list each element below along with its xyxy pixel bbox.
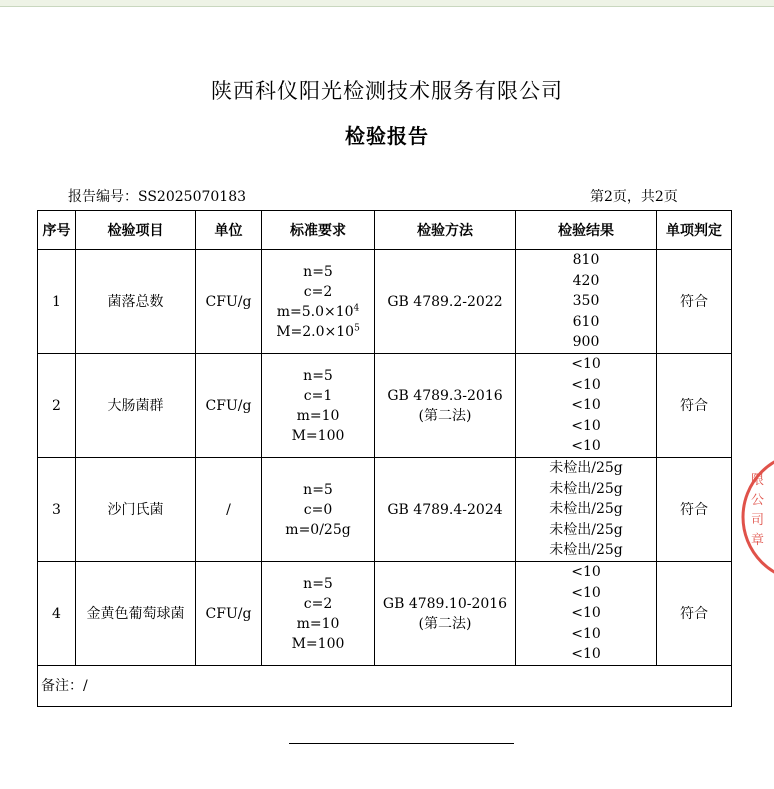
standard-line: n=5 bbox=[303, 367, 333, 384]
result-value: 未检出/25g bbox=[549, 460, 623, 477]
standard-requirement bbox=[262, 458, 375, 562]
verdict: 符合 bbox=[657, 458, 732, 562]
standard-line: c=2 bbox=[303, 595, 333, 612]
seal-character: 限 bbox=[751, 473, 765, 488]
col-header-no: 序号 bbox=[38, 211, 76, 250]
seal-character: 章 bbox=[751, 533, 765, 548]
row-number: 3 bbox=[38, 458, 76, 562]
seal-character: 公 bbox=[751, 493, 765, 508]
result-value: 900 bbox=[572, 334, 600, 351]
result-value: <10 bbox=[571, 397, 601, 414]
result-value: <10 bbox=[571, 417, 601, 434]
result-value: 未检出/25g bbox=[549, 542, 623, 559]
table-row bbox=[38, 458, 732, 562]
table-row bbox=[38, 562, 732, 666]
standard-value: M=2.0×10 bbox=[276, 323, 355, 340]
standard-line: M=100 bbox=[291, 427, 345, 444]
test-item: 金黄色葡萄球菌 bbox=[76, 562, 196, 666]
col-header-method: 检验方法 bbox=[375, 211, 516, 250]
test-method bbox=[375, 354, 516, 458]
row-number: 2 bbox=[38, 354, 76, 458]
remarks: 备注：/ bbox=[38, 666, 732, 707]
standard-line: c=1 bbox=[303, 387, 333, 404]
standard-line: n=5 bbox=[303, 481, 333, 498]
table-header-row bbox=[38, 211, 732, 250]
result-value: <10 bbox=[571, 625, 601, 642]
col-header-item: 检验项目 bbox=[76, 211, 196, 250]
test-method bbox=[375, 250, 516, 354]
standard-line: n=5 bbox=[303, 263, 333, 280]
method-line: GB 4789.10-2016 bbox=[382, 595, 508, 612]
row-number: 4 bbox=[38, 562, 76, 666]
standard-value: m=5.0×10 bbox=[276, 303, 354, 320]
standard-exponent: 5 bbox=[354, 322, 360, 333]
result-value: 未检出/25g bbox=[549, 501, 623, 518]
verdict: 符合 bbox=[657, 562, 732, 666]
standard-line: m=0/25g bbox=[285, 521, 351, 538]
seal-text bbox=[751, 473, 764, 548]
verdict: 符合 bbox=[657, 250, 732, 354]
standard-line: m=10 bbox=[296, 407, 340, 424]
test-item: 大肠菌群 bbox=[76, 354, 196, 458]
method-line: (第二法) bbox=[418, 407, 472, 424]
test-item: 菌落总数 bbox=[76, 250, 196, 354]
col-header-unit: 单位 bbox=[196, 211, 262, 250]
standard-exponent: 4 bbox=[353, 302, 360, 313]
result-value: 420 bbox=[572, 272, 600, 289]
standard-line bbox=[262, 302, 374, 322]
standard-line bbox=[262, 322, 374, 342]
signature-line bbox=[289, 743, 514, 744]
result-value: <10 bbox=[571, 584, 601, 601]
page-indicator: 第2页，共2页 bbox=[590, 189, 678, 205]
result-value: 810 bbox=[572, 252, 600, 269]
standard-line: M=100 bbox=[291, 635, 345, 652]
col-header-standard: 标准要求 bbox=[262, 211, 375, 250]
unit: CFU/g bbox=[196, 354, 262, 458]
standard-line: n=5 bbox=[303, 575, 333, 592]
standard-requirement bbox=[262, 354, 375, 458]
result-value: <10 bbox=[571, 356, 601, 373]
method-line: GB 4789.3-2016 bbox=[387, 387, 503, 404]
test-results bbox=[516, 562, 657, 666]
col-header-verdict: 单项判定 bbox=[657, 211, 732, 250]
result-value: <10 bbox=[571, 438, 601, 455]
method-line: GB 4789.4-2024 bbox=[387, 501, 503, 518]
unit: CFU/g bbox=[196, 250, 262, 354]
unit: / bbox=[196, 458, 262, 562]
test-item: 沙门氏菌 bbox=[76, 458, 196, 562]
result-value: <10 bbox=[571, 564, 601, 581]
results-table bbox=[37, 210, 732, 707]
test-results bbox=[516, 458, 657, 562]
test-results bbox=[516, 354, 657, 458]
result-value: 未检出/25g bbox=[549, 521, 623, 538]
standard-requirement bbox=[262, 562, 375, 666]
result-value: <10 bbox=[571, 605, 601, 622]
col-header-result: 检验结果 bbox=[516, 211, 657, 250]
report-title: 检验报告 bbox=[345, 124, 429, 148]
standard-line: c=0 bbox=[303, 501, 333, 518]
unit: CFU/g bbox=[196, 562, 262, 666]
method-line: GB 4789.2-2022 bbox=[387, 293, 503, 310]
result-value: 未检出/25g bbox=[549, 480, 623, 497]
test-results bbox=[516, 250, 657, 354]
result-value: <10 bbox=[571, 646, 601, 663]
test-method bbox=[375, 458, 516, 562]
verdict: 符合 bbox=[657, 354, 732, 458]
result-value: 350 bbox=[572, 293, 600, 310]
table-row bbox=[38, 354, 732, 458]
company-name: 陕西科仪阳光检测技术服务有限公司 bbox=[211, 79, 563, 103]
test-method bbox=[375, 562, 516, 666]
standard-requirement bbox=[262, 250, 375, 354]
seal-character: 司 bbox=[751, 513, 765, 528]
result-value: 610 bbox=[572, 313, 600, 330]
standard-line: m=10 bbox=[296, 615, 340, 632]
window-top-strip bbox=[0, 0, 774, 7]
row-number: 1 bbox=[38, 250, 76, 354]
report-number: 报告编号：SS2025070183 bbox=[68, 189, 247, 205]
table-row bbox=[38, 250, 732, 354]
note-row bbox=[38, 666, 732, 707]
result-value: <10 bbox=[571, 376, 601, 393]
standard-line: c=2 bbox=[303, 283, 333, 300]
method-line: (第二法) bbox=[418, 615, 472, 632]
company-seal bbox=[735, 450, 774, 585]
